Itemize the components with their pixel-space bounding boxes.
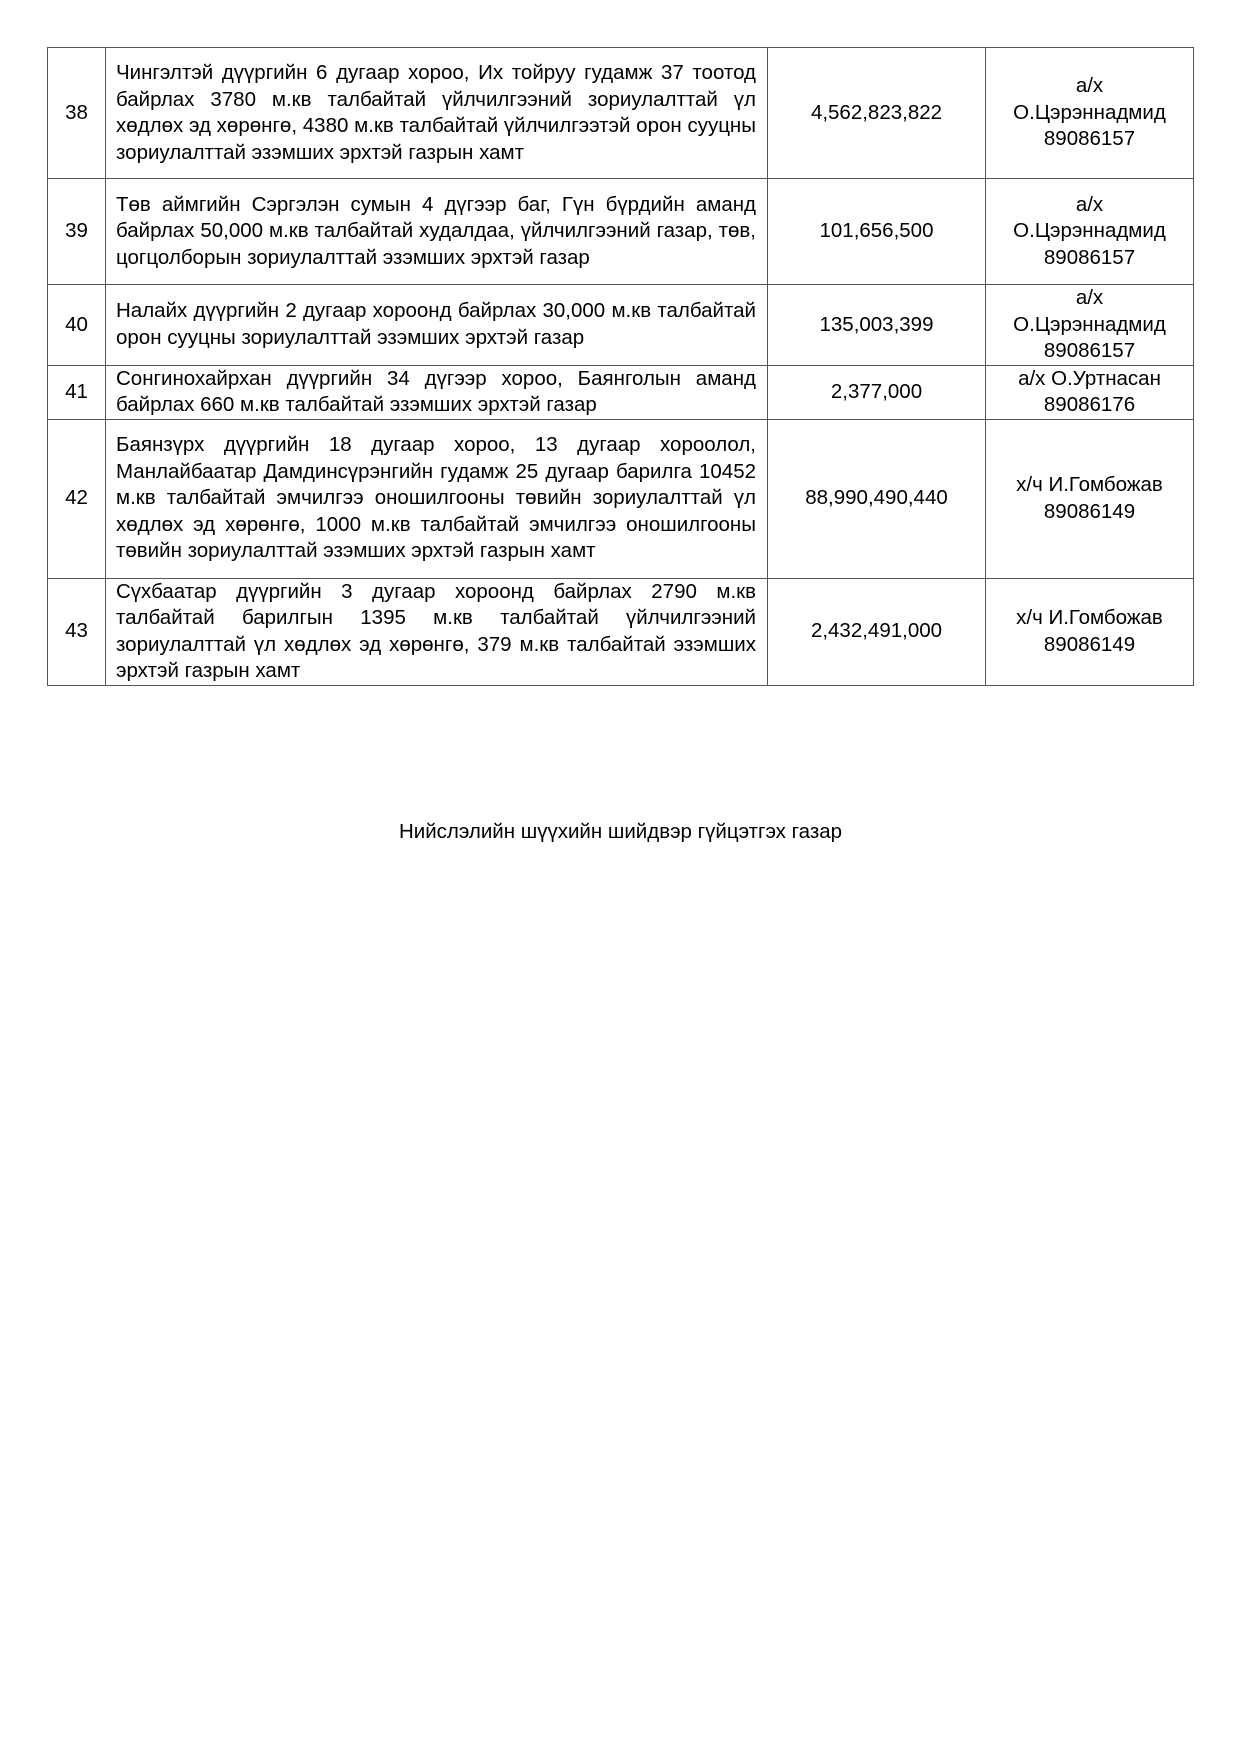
asset-price: 2,377,000 bbox=[768, 365, 986, 419]
asset-description: Сонгинохайрхан дүүргийн 34 дүгээр хороо, Баянголын аманд байрлах 660 м.кв талбайтай эзэмших эрхтэй газар bbox=[106, 365, 768, 419]
contact-role: а/х bbox=[1075, 192, 1104, 216]
table-row bbox=[48, 48, 1194, 179]
asset-description: Чингэлтэй дүүргийн 6 дугаар хороо, Их тойруу гудамж 37 тоотод байрлах 3780 м.кв талбайтай үйлчилгээний зориулалттай үл хөдлөх эд хөрөнгө, 4380 м.кв талбайтай үйлчилгээтэй орон сууцны зориулалттай эзэмших эрхтэй газрын хамт bbox=[106, 48, 768, 179]
asset-description: Налайх дүүргийн 2 дугаар хороонд байрлах 30,000 м.кв талбайтай орон сууцны зориулалттай эзэмших эрхтэй газар bbox=[106, 285, 768, 366]
contact-name: О.Цэрэннадмид bbox=[1013, 312, 1166, 336]
table-row bbox=[48, 285, 1194, 366]
asset-price: 135,003,399 bbox=[768, 285, 986, 366]
row-number: 40 bbox=[48, 285, 106, 366]
contact-phone: 89086149 bbox=[1043, 632, 1136, 656]
contact-role: а/х bbox=[1075, 74, 1104, 98]
asset-price: 2,432,491,000 bbox=[768, 578, 986, 685]
contact-name: х/ч И.Гомбожав bbox=[1016, 606, 1163, 629]
asset-description: Төв аймгийн Сэргэлэн сумын 4 дүгээр баг, Гүн бүрдийн аманд байрлах 50,000 м.кв талбайтай худалдаа, үйлчилгээний газар, төв, цогцолборын зориулалттай эзэмших эрхтэй газар bbox=[106, 179, 768, 285]
contact-info bbox=[986, 365, 1194, 419]
contact-info bbox=[986, 48, 1194, 179]
row-number: 43 bbox=[48, 578, 106, 685]
table-row bbox=[48, 578, 1194, 685]
asset-description: Сүхбаатар дүүргийн 3 дугаар хороонд байрлах 2790 м.кв талбайтай барилгын 1395 м.кв талбайтай үйлчилгээний зориулалттай үл хөдлөх эд хөрөнгө, 379 м.кв талбайтай эзэмших эрхтэй газрын хамт bbox=[106, 578, 768, 685]
table-row bbox=[48, 365, 1194, 419]
contact-name: а/х О.Уртнасан bbox=[1018, 366, 1161, 390]
table-row bbox=[48, 419, 1194, 578]
contact-info bbox=[986, 578, 1194, 685]
issuing-organization: Нийслэлийн шүүхийн шийдвэр гүйцэтгэх газар bbox=[398, 820, 843, 843]
contact-phone: 89086176 bbox=[1043, 393, 1136, 416]
contact-phone: 89086157 bbox=[1043, 245, 1136, 269]
contact-info bbox=[986, 179, 1194, 285]
contact-phone: 89086157 bbox=[1043, 127, 1136, 151]
contact-name: О.Цэрэннадмид bbox=[1013, 219, 1166, 243]
row-number: 38 bbox=[48, 48, 106, 179]
contact-role: а/х bbox=[1075, 286, 1104, 309]
row-number: 39 bbox=[48, 179, 106, 285]
row-number: 41 bbox=[48, 365, 106, 419]
row-number: 42 bbox=[48, 419, 106, 578]
asset-price: 4,562,823,822 bbox=[768, 48, 986, 179]
contact-info bbox=[986, 419, 1194, 578]
contact-info bbox=[986, 285, 1194, 366]
table-row bbox=[48, 179, 1194, 285]
asset-price: 101,656,500 bbox=[768, 179, 986, 285]
contact-name: О.Цэрэннадмид bbox=[1013, 100, 1166, 124]
asset-table bbox=[47, 47, 1194, 686]
contact-phone: 89086157 bbox=[1043, 339, 1136, 362]
contact-phone: 89086149 bbox=[1043, 499, 1136, 523]
contact-name: х/ч И.Гомбожав bbox=[1016, 473, 1163, 496]
asset-price: 88,990,490,440 bbox=[768, 419, 986, 578]
asset-description: Баянзүрх дүүргийн 18 дугаар хороо, 13 дугаар хороолол, Манлайбаатар Дамдинсүрэнгийн гудамж 25 дугаар барилга 10452 м.кв талбайтай эмчилгээ оношилгооны төвийн зориулалттай үл хөдлөх эд хөрөнгө, 1000 м.кв талбайтай эмчилгээ оношилгооны төвийн зориулалттай эзэмших эрхтэй газрын хамт bbox=[106, 419, 768, 578]
